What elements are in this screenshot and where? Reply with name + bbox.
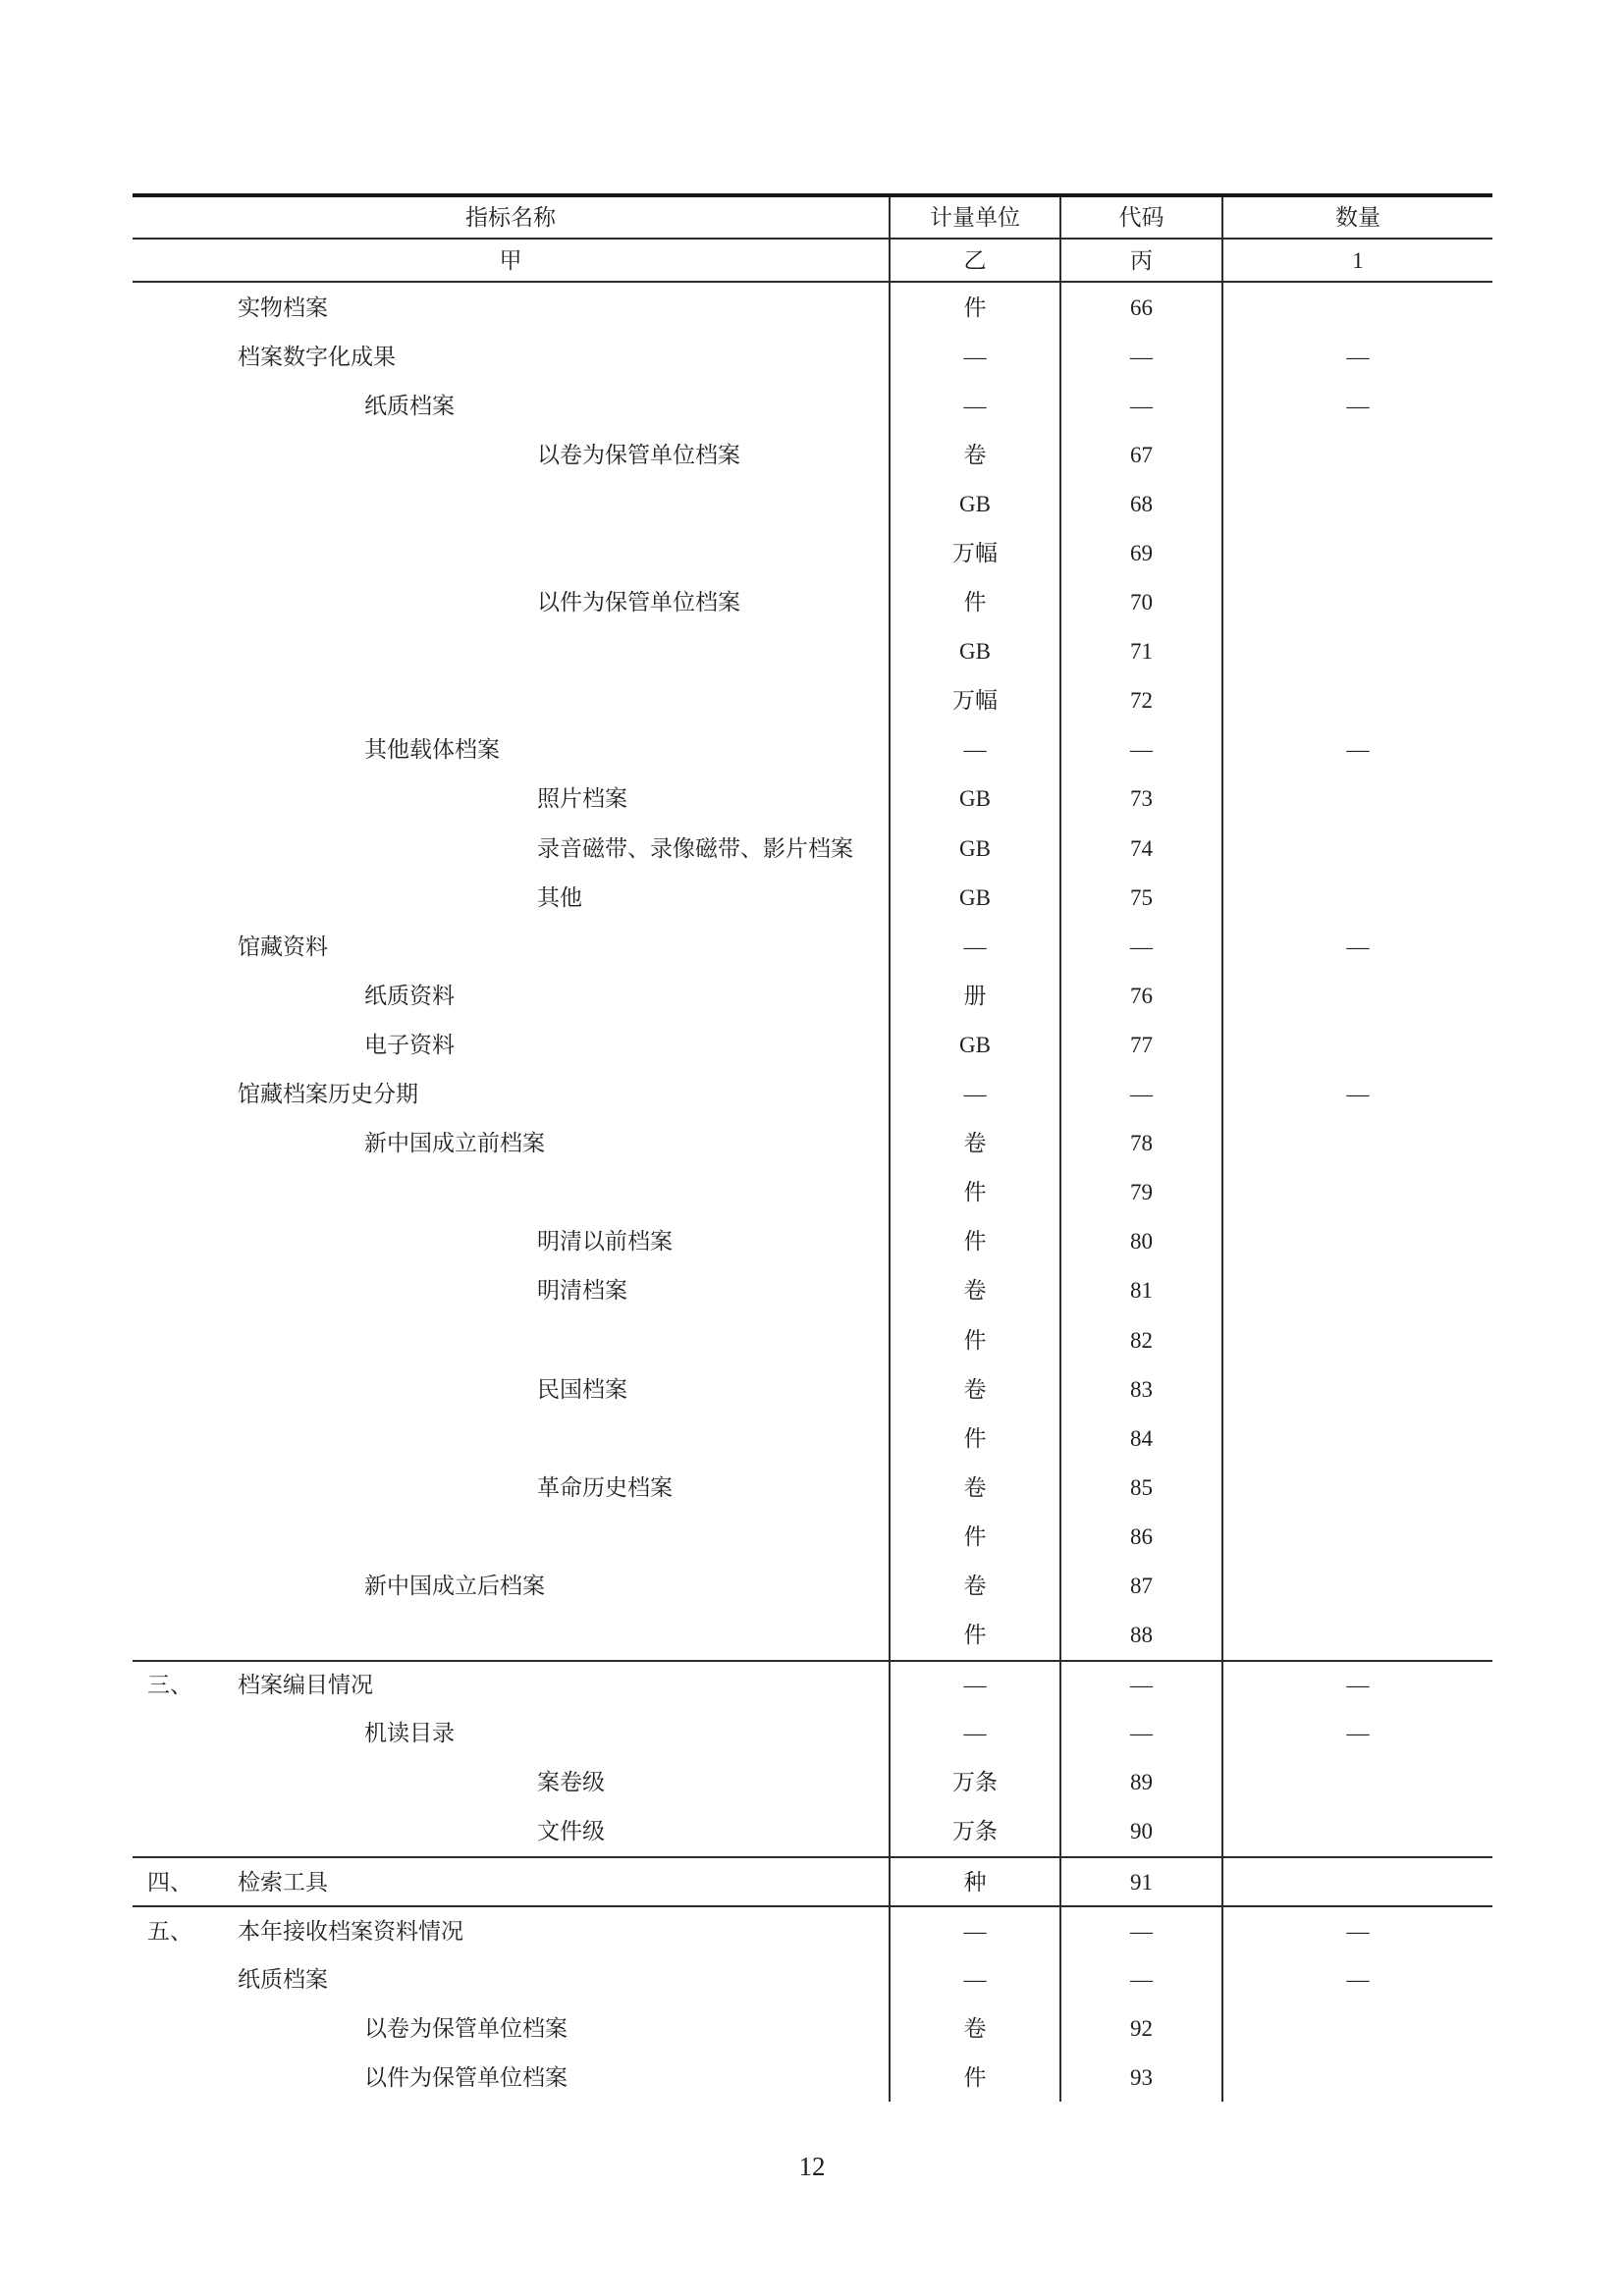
unit-cell: 卷 [891,1561,1061,1610]
table-row [133,1217,1492,1266]
table-row [133,2003,1492,2053]
indicator-name: 新中国成立后档案 [364,1573,545,1598]
code-cell: — [1061,1662,1223,1709]
indicator-name-cell [133,1315,891,1364]
indicator-name-cell [133,1463,891,1512]
indicator-name: 机读目录 [364,1721,455,1746]
section-number: 五、 [147,1918,192,1944]
table-row [133,1561,1492,1610]
indicator-name: 新中国成立前档案 [364,1131,545,1156]
table-body [133,283,1492,2102]
table-row [133,381,1492,430]
quantity-cell [1223,627,1492,676]
indicator-name: 本年接收档案资料情况 [238,1918,463,1944]
unit-cell: 件 [891,1168,1061,1217]
table-subheader-row [133,240,1492,283]
statistics-table [133,193,1492,2102]
quantity-cell [1223,1217,1492,1266]
indicator-name: 实物档案 [238,294,328,320]
section-number: 四、 [147,1869,192,1895]
unit-cell: 万条 [891,1758,1061,1807]
indicator-name-cell [133,1217,891,1266]
indicator-name-cell [133,1512,891,1561]
unit-cell: 万条 [891,1807,1061,1856]
indicator-name-cell [133,1414,891,1463]
indicator-name-cell [133,1266,891,1315]
code-cell: 74 [1061,824,1223,873]
table-row [133,922,1492,971]
column-header-code: 代码 [1061,197,1223,238]
unit-cell: — [891,922,1061,971]
quantity-cell [1223,1020,1492,1069]
table-row [133,1364,1492,1414]
unit-cell: 件 [891,1217,1061,1266]
indicator-name: 检索工具 [238,1869,328,1895]
code-cell: — [1061,1070,1223,1119]
indicator-name-cell [133,873,891,922]
indicator-name: 其他载体档案 [364,737,500,763]
quantity-cell [1223,2003,1492,2053]
code-cell: 84 [1061,1414,1223,1463]
unit-cell: 卷 [891,2003,1061,2053]
quantity-cell [1223,578,1492,627]
code-cell: — [1061,381,1223,430]
quantity-cell [1223,873,1492,922]
indicator-name-cell [133,283,891,332]
indicator-name: 纸质档案 [364,393,455,418]
quantity-cell [1223,971,1492,1020]
unit-cell: — [891,332,1061,381]
indicator-name-cell [133,1364,891,1414]
indicator-name: 文件级 [537,1819,605,1844]
quantity-cell: — [1346,344,1370,369]
unit-cell: 件 [891,283,1061,332]
quantity-cell [1223,430,1492,479]
code-cell: 81 [1061,1266,1223,1315]
quantity-cell [1223,1758,1492,1807]
code-cell: 88 [1061,1611,1223,1660]
quantity-cell [1223,2053,1492,2102]
indicator-name-cell [133,578,891,627]
indicator-name-cell [133,1709,891,1758]
unit-cell: 卷 [891,1364,1061,1414]
quantity-cell [1223,1561,1492,1610]
unit-cell: 件 [891,2053,1061,2102]
table-row [133,1119,1492,1168]
table-row [133,1807,1492,1856]
indicator-name: 纸质档案 [238,1966,328,1992]
table-row [133,1856,1492,1905]
indicator-name-cell [133,2003,891,2053]
indicator-name: 馆藏档案历史分期 [238,1082,418,1107]
quantity-cell: — [1346,1082,1370,1107]
table-row [133,1954,1492,2003]
code-cell: — [1061,1709,1223,1758]
table-row [133,430,1492,479]
code-cell: 72 [1061,676,1223,725]
unit-cell: — [891,1070,1061,1119]
code-cell: 66 [1061,283,1223,332]
code-cell: — [1061,725,1223,774]
code-cell: 91 [1061,1858,1223,1905]
code-cell: 85 [1061,1463,1223,1512]
code-cell: 76 [1061,971,1223,1020]
unit-cell: GB [891,479,1061,528]
subheader-bing: 丙 [1061,240,1223,281]
table-row [133,873,1492,922]
indicator-name: 馆藏资料 [238,934,328,959]
indicator-name: 档案编目情况 [238,1673,373,1698]
table-row [133,332,1492,381]
quantity-cell [1223,1463,1492,1512]
code-cell: 75 [1061,873,1223,922]
column-header-quantity: 数量 [1335,205,1380,230]
indicator-name-cell [133,1807,891,1856]
quantity-cell: — [1346,1673,1370,1698]
unit-cell: — [891,1662,1061,1709]
indicator-name-cell [133,922,891,971]
table-row [133,479,1492,528]
indicator-name: 纸质资料 [364,983,455,1008]
indicator-name-cell [133,1561,891,1610]
unit-cell: 卷 [891,1119,1061,1168]
code-cell: 93 [1061,2053,1223,2102]
code-cell: 87 [1061,1561,1223,1610]
code-cell: 79 [1061,1168,1223,1217]
indicator-name-cell [133,1758,891,1807]
indicator-name: 照片档案 [537,786,627,812]
unit-cell: GB [891,873,1061,922]
quantity-cell [1223,1807,1492,1856]
indicator-name: 以卷为保管单位档案 [537,442,740,467]
indicator-name: 革命历史档案 [537,1474,673,1500]
unit-cell: GB [891,824,1061,873]
table-row [133,528,1492,577]
table-row [133,725,1492,774]
table-header-row [133,197,1492,240]
indicator-name-cell [133,479,891,528]
quantity-cell [1223,1119,1492,1168]
indicator-name-cell [133,2053,891,2102]
quantity-cell [1223,528,1492,577]
table-row [133,627,1492,676]
table-row [133,1758,1492,1807]
indicator-name: 电子资料 [364,1032,455,1057]
indicator-name-cell [133,824,891,873]
table-row [133,283,1492,332]
indicator-name-cell [133,774,891,824]
code-cell: — [1061,1954,1223,2003]
table-row [133,1905,1492,1954]
unit-cell: GB [891,627,1061,676]
code-cell: 86 [1061,1512,1223,1561]
code-cell: 73 [1061,774,1223,824]
indicator-name: 以卷为保管单位档案 [364,2015,568,2041]
indicator-name-cell [133,430,891,479]
indicator-name-cell [133,676,891,725]
unit-cell: 卷 [891,430,1061,479]
indicator-name-cell [133,1858,891,1905]
code-cell: 70 [1061,578,1223,627]
quantity-cell [1223,1266,1492,1315]
table-row [133,1512,1492,1561]
table-row [133,2053,1492,2102]
indicator-name-cell [133,528,891,577]
indicator-name-cell [133,725,891,774]
unit-cell: 万幅 [891,528,1061,577]
code-cell: 83 [1061,1364,1223,1414]
code-cell: 69 [1061,528,1223,577]
quantity-cell [1223,1858,1492,1905]
indicator-name: 其他 [537,884,582,910]
indicator-name: 以件为保管单位档案 [537,590,740,615]
quantity-cell [1223,479,1492,528]
indicator-name-cell [133,1954,891,2003]
table-row [133,774,1492,824]
indicator-name-cell [133,1907,891,1954]
quantity-cell [1223,824,1492,873]
unit-cell: — [891,1709,1061,1758]
unit-cell: — [891,1954,1061,2003]
unit-cell: 卷 [891,1266,1061,1315]
table-row [133,1463,1492,1512]
subheader-1: 1 [1352,247,1364,273]
table-row [133,971,1492,1020]
indicator-name: 案卷级 [537,1770,605,1795]
section-number: 三、 [147,1673,192,1698]
table-row [133,1660,1492,1709]
indicator-name: 明清以前档案 [537,1229,673,1255]
table-row [133,1611,1492,1660]
indicator-name-cell [133,1119,891,1168]
page-number: 12 [798,2152,826,2181]
code-cell: 89 [1061,1758,1223,1807]
quantity-cell: — [1346,393,1370,418]
code-cell: 82 [1061,1315,1223,1364]
table-row [133,1315,1492,1364]
indicator-name-cell [133,1020,891,1069]
table-row [133,1020,1492,1069]
unit-cell: 种 [891,1858,1061,1905]
code-cell: 90 [1061,1807,1223,1856]
indicator-name-cell [133,1662,891,1709]
quantity-cell [1223,1168,1492,1217]
quantity-cell [1223,1364,1492,1414]
code-cell: — [1061,922,1223,971]
table-row [133,1168,1492,1217]
code-cell: 78 [1061,1119,1223,1168]
code-cell: 80 [1061,1217,1223,1266]
indicator-name-cell [133,1168,891,1217]
indicator-name: 明清档案 [537,1278,627,1304]
indicator-name-cell [133,1611,891,1660]
indicator-name-cell [133,332,891,381]
quantity-cell [1223,774,1492,824]
indicator-name-cell [133,381,891,430]
unit-cell: 件 [891,1315,1061,1364]
quantity-cell [1223,1414,1492,1463]
indicator-name: 档案数字化成果 [238,344,396,369]
code-cell: 71 [1061,627,1223,676]
unit-cell: 卷 [891,1463,1061,1512]
quantity-cell [1223,1611,1492,1660]
table-row [133,676,1492,725]
table-row [133,1266,1492,1315]
unit-cell: 万幅 [891,676,1061,725]
quantity-cell: — [1346,1918,1370,1944]
quantity-cell [1223,1512,1492,1561]
table-row [133,578,1492,627]
quantity-cell: — [1346,1721,1370,1746]
code-cell: 67 [1061,430,1223,479]
code-cell: — [1061,332,1223,381]
quantity-cell: — [1346,1966,1370,1992]
code-cell: — [1061,1907,1223,1954]
indicator-name-cell [133,971,891,1020]
quantity-cell: — [1346,934,1370,959]
subheader-jia: 甲 [133,240,891,281]
table-row [133,1709,1492,1758]
quantity-cell [1223,283,1492,332]
unit-cell: 件 [891,1512,1061,1561]
table-row [133,1414,1492,1463]
unit-cell: GB [891,774,1061,824]
unit-cell: 册 [891,971,1061,1020]
quantity-cell [1223,1315,1492,1364]
unit-cell: GB [891,1020,1061,1069]
unit-cell: — [891,725,1061,774]
subheader-yi: 乙 [891,240,1061,281]
code-cell: 68 [1061,479,1223,528]
column-header-indicator-name: 指标名称 [133,197,891,238]
code-cell: 92 [1061,2003,1223,2053]
unit-cell: 件 [891,1414,1061,1463]
unit-cell: 件 [891,578,1061,627]
indicator-name-cell [133,627,891,676]
quantity-cell [1223,676,1492,725]
code-cell: 77 [1061,1020,1223,1069]
indicator-name: 以件为保管单位档案 [364,2064,568,2090]
unit-cell: — [891,381,1061,430]
indicator-name-cell [133,1070,891,1119]
indicator-name: 录音磁带、录像磁带、影片档案 [537,835,853,861]
table-row [133,1070,1492,1119]
indicator-name: 民国档案 [537,1376,627,1402]
column-header-unit: 计量单位 [891,197,1061,238]
table-row [133,824,1492,873]
unit-cell: 件 [891,1611,1061,1660]
unit-cell: — [891,1907,1061,1954]
quantity-cell: — [1346,737,1370,763]
